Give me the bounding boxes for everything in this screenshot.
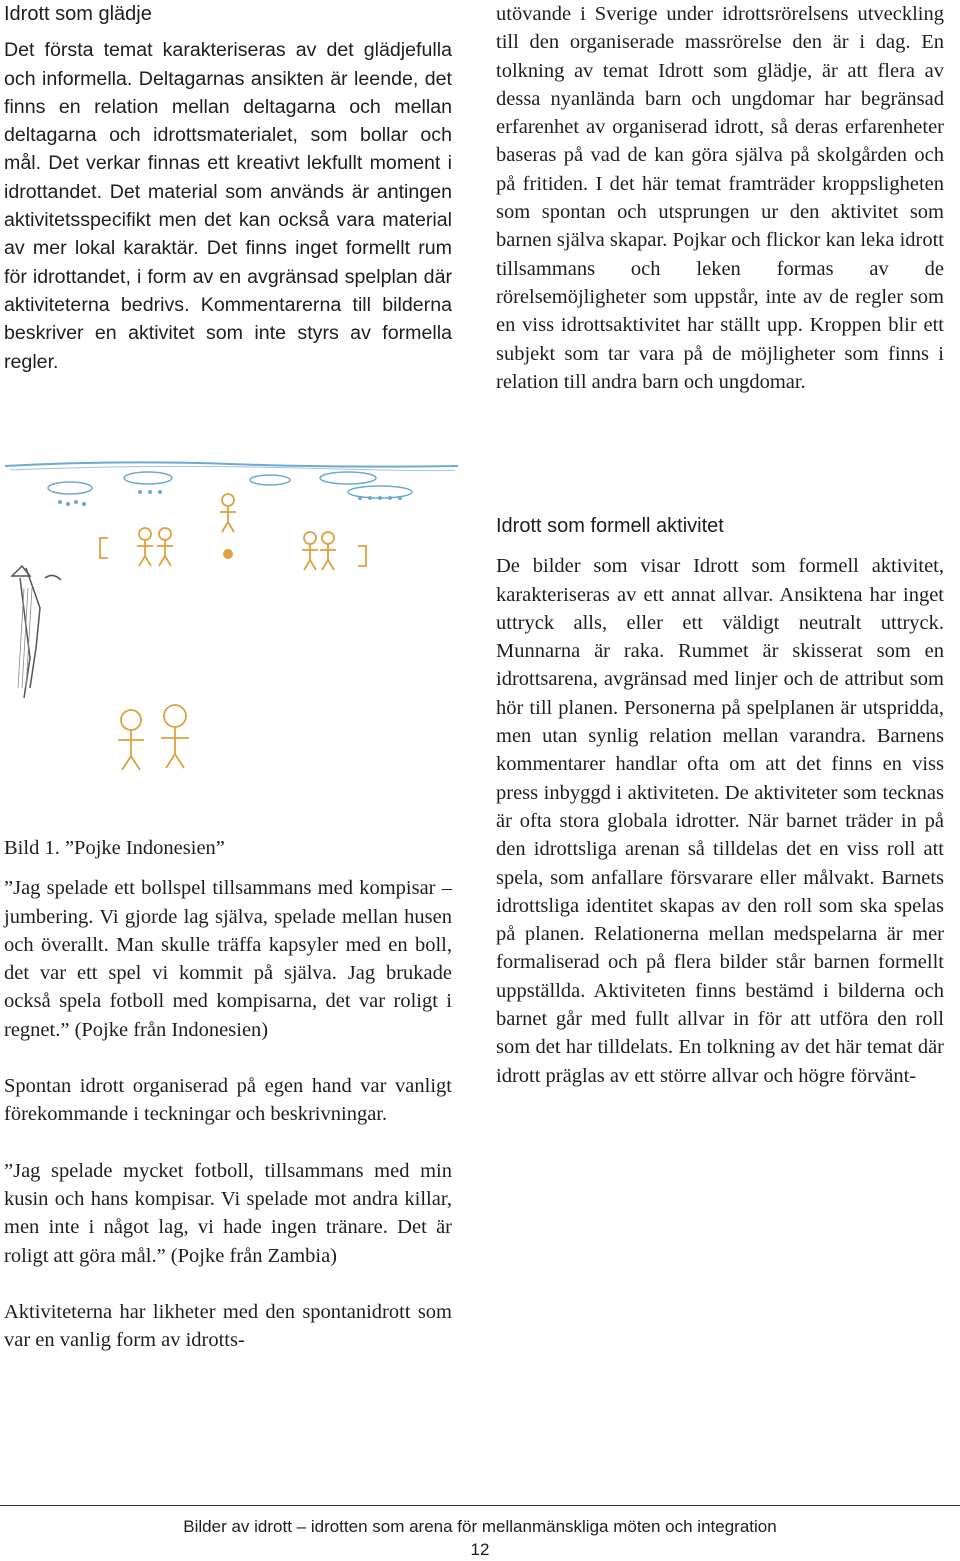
left-column [4, 0, 452, 376]
quote-text: ”Jag spelade ett bollspel tillsammans med kompisar – jumbering. Vi gjorde lag själva, spelade mellan husen och överallt. Man skulle träffa kapsyler med en boll, det var ett spel vi kommit på själva. Jag brukade också spela fotboll med kompisarna, det var roligt i regnet.” [4, 877, 452, 1041]
right-column-lower [496, 512, 944, 1090]
page-number: 12 [470, 1540, 490, 1559]
figure-caption: Bild 1. ”Pojke Indonesien” [4, 837, 225, 859]
body-text: Det material som används är antingen aktivitetsspecifikt men det kan också vara material av mer lokal karaktär. Det finns inget formellt rum för idrottandet, i form av en avgränsad spelplan där aktiviteterna bedrivs. Kommentarerna till bilderna beskriver en aktivitet som inte styrs av formella regler. [4, 180, 452, 373]
body-text: utövande i Sverige under idrottsrörelsens utveckling till den organiserade massrörelse den är i dag. [496, 3, 944, 54]
child-drawing-image [0, 458, 462, 788]
footer-title: Bilder av idrott – idrotten som arena för mellanmänskliga möten och integration [183, 1517, 777, 1536]
body-text: Det första temat karakteriseras av det glädjefulla och informella. Deltagarnas ansikten är leende, det finns en relation mellan deltagarna och mellan deltagarna och idrottsmaterialet, som bollar och mål. Det verkar finnas ett kreativt lekfullt moment i idrottandet. [4, 39, 452, 203]
section-heading-joy: Idrott som glädje [4, 3, 152, 25]
left-column-lower [4, 834, 452, 1354]
body-paragraph [4, 36, 452, 376]
right-column [496, 0, 944, 396]
body-text: En tolkning av temat Idrott som glädje, är att flera av dessa nyanlända barn och ungdomar har begränsad erfarenhet av organiserad idrott, så deras erfarenheter baseras på vad de kan göra själva på skolgården och på fritiden. I det här temat framträder kroppsligheten som spontan och utsprungen ur den aktivitet som barnen själva skapar. Pojkar och flickor kan leka idrott tillsammans och leken formas av de rörelsemöjligheter som uppstår, inte av de regler som en viss idrottsaktivitet har ställt upp. Kroppen blir ett subjekt som tar vara på de möjligheter som finns i relation till andra barn och ungdomar. [496, 31, 945, 393]
quote-source: (Pojke från Indonesien) [74, 1018, 269, 1041]
body-paragraph: De bilder som visar Idrott som formell aktivitet, karakteriseras av ett annat allvar. Ansiktena har inget uttryck alls, eller ett väldigt neutralt uttryck. Munnarna är raka. Rummet är skisserat som en idrottsarena, avgränsad med linjer och de attribut som hör till planen. Personerna på spelplanen är utspridda, men utan synlig relation mellan varandra. Barnens kommentarer handlar ofta om att det finns en viss press inbyggd i aktiviteten. De aktiviteter som tecknas är ofta stora globala idrotter. När barnet träder in på den idrottsliga arenan så tilldelas det en viss roll att spela, som anfallare försvarare eller målvakt. Barnets idrottsliga identitet skapas av den roll som ska spelas på planen. Relationerna mellan medspelarna är mer formaliserad och på flera bilder står barnen formellt uppställda. Aktiviteten finns bestämd i bilderna och barnet går med fullt allvar in för att utföra den roll som det har tilldelats. En tolkning av det här temat där idrott präglas av ett större allvar och högre förvänt- [496, 555, 944, 1087]
quote-text: ”Jag spelade mycket fotboll, tillsammans med min kusin och hans kompisar. Vi spelade mot andra killar, men inte i något lag, vi hade ingen tränare. Det är roligt att göra mål.” [4, 1159, 452, 1267]
footer-divider [0, 1505, 960, 1506]
body-paragraph: Spontan idrott organiserad på egen hand var vanligt förekommande i teckningar och beskrivningar. [4, 1075, 452, 1126]
quote-paragraph [4, 874, 452, 1044]
body-paragraph [496, 0, 944, 396]
section-heading-formal: Idrott som formell aktivitet [496, 515, 724, 537]
body-paragraph: Aktiviteterna har likheter med den spontanidrott som var en vanlig form av idrotts- [4, 1300, 452, 1352]
quote-source: (Pojke från Zambia) [170, 1244, 338, 1267]
quote-paragraph [4, 1157, 452, 1270]
